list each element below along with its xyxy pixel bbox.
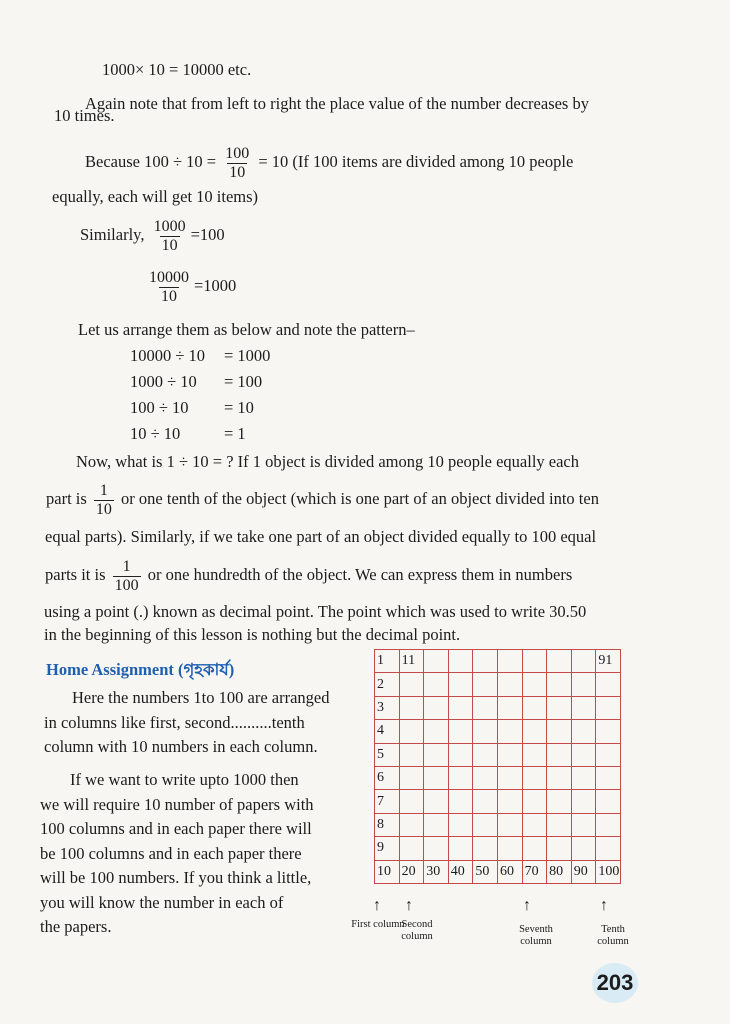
part-line — [46, 477, 599, 521]
grid-cell — [448, 743, 473, 766]
grid-cell: 11 — [399, 650, 424, 673]
pattern-lhs: 10000 ÷ 10 — [130, 346, 206, 365]
grid-row — [375, 673, 621, 696]
grid-cell — [522, 696, 547, 719]
arrow-up-icon: ↑ — [373, 897, 381, 914]
grid-cell — [448, 813, 473, 836]
denominator: 100 — [114, 576, 139, 594]
parts-line — [45, 553, 572, 597]
grid-cell — [448, 696, 473, 719]
grid-cell — [522, 720, 547, 743]
para-line: be 100 columns and in each paper there — [40, 843, 302, 863]
grid-cell — [424, 743, 449, 766]
grid-cell — [448, 720, 473, 743]
grid-cell — [399, 813, 424, 836]
denominator: 10 — [95, 500, 112, 518]
grid-cell — [424, 720, 449, 743]
arrow-up-icon: ↑ — [600, 897, 608, 914]
pattern-rhs: = 1000 — [224, 346, 271, 365]
para-line: in columns like first, second..........tenth — [44, 712, 305, 732]
text: Similarly, — [80, 225, 145, 244]
para-line: Here the numbers 1to 100 are arranged — [72, 688, 330, 707]
grid-cell: 6 — [375, 766, 400, 789]
equation-line — [144, 266, 236, 306]
text-line: equal parts). Similarly, if we take one part of an object divided equally to 100 equal — [45, 527, 597, 546]
para-line: 100 columns and in each paper there will — [40, 819, 312, 838]
grid-cell — [596, 813, 621, 836]
pattern-lhs: 10 ÷ 10 — [130, 424, 181, 443]
grid-cell — [448, 790, 473, 813]
grid-cell — [571, 720, 596, 743]
grid-cell — [522, 766, 547, 789]
grid-row — [375, 860, 621, 883]
grid-cell — [473, 673, 498, 696]
text: parts it is — [45, 565, 106, 584]
fraction — [147, 269, 191, 306]
assignment-paragraph-2 — [40, 768, 352, 940]
para-line: we will require 10 number of papers with — [40, 794, 314, 814]
fraction — [113, 558, 141, 595]
grid-cell — [547, 650, 572, 673]
grid-cell — [522, 790, 547, 813]
grid-row — [375, 766, 621, 789]
pattern-rhs: = 100 — [224, 372, 263, 391]
text-line: using a point (.) known as decimal point. The point which was used to write 30.50 — [44, 602, 587, 621]
text-line: equally, each will get 10 items) — [52, 187, 259, 206]
grid-row — [375, 790, 621, 813]
grid-cell — [571, 790, 596, 813]
para-line: If we want to write upto 1000 then — [70, 770, 299, 789]
grid-cell — [399, 720, 424, 743]
grid-cell — [399, 673, 424, 696]
numerator: 1 — [99, 481, 108, 499]
grid-cell: 90 — [571, 860, 596, 883]
grid-cell — [497, 813, 522, 836]
grid-cell: 30 — [424, 860, 449, 883]
grid-cell — [571, 743, 596, 766]
numerator: 100 — [225, 144, 250, 162]
arrow-up-icon: ↑ — [523, 897, 531, 914]
para-line: you will know the number in each of — [40, 892, 284, 912]
grid-cell — [399, 743, 424, 766]
denominator: 10 — [161, 236, 178, 254]
grid-cell: 9 — [375, 837, 400, 860]
grid-cell: 7 — [375, 790, 400, 813]
grid-cell — [473, 720, 498, 743]
label-second-column: Second column — [401, 919, 433, 942]
grid-cell — [522, 743, 547, 766]
grid-cell — [571, 766, 596, 789]
grid-cell — [547, 673, 572, 696]
grid-cell: 100 — [596, 860, 621, 883]
grid-cell — [547, 813, 572, 836]
para-line: will be 100 numbers. If you think a little, — [40, 868, 312, 887]
grid-row — [375, 743, 621, 766]
fraction — [94, 482, 114, 519]
number-grid — [374, 649, 621, 884]
grid-cell — [399, 696, 424, 719]
grid-cell — [547, 766, 572, 789]
text: or one tenth of the object (which is one part of an object divided into ten — [121, 489, 599, 508]
assignment-paragraph-1 — [44, 686, 354, 760]
grid-cell — [448, 673, 473, 696]
numerator: 10000 — [149, 268, 189, 286]
grid-cell — [424, 790, 449, 813]
grid-cell: 60 — [497, 860, 522, 883]
grid-cell — [497, 673, 522, 696]
grid-cell: 50 — [473, 860, 498, 883]
grid-cell: 3 — [375, 696, 400, 719]
grid-cell — [424, 837, 449, 860]
grid-cell: 20 — [399, 860, 424, 883]
text: = 10 (If 100 items are divided among 10 people — [258, 152, 574, 171]
fraction — [223, 145, 251, 182]
numerator: 1000 — [153, 217, 186, 235]
grid-cell: 8 — [375, 813, 400, 836]
text-line: 10 times. — [54, 106, 115, 125]
pattern-lhs: 100 ÷ 10 — [130, 398, 189, 417]
grid-cell — [547, 790, 572, 813]
pattern-lhs: 1000 ÷ 10 — [130, 372, 197, 391]
grid-row — [375, 696, 621, 719]
grid-cell — [497, 790, 522, 813]
grid-cell — [448, 766, 473, 789]
text-line: Now, what is 1 ÷ 10 = ? If 1 object is divided among 10 people equally each — [76, 452, 580, 471]
grid-cell — [399, 837, 424, 860]
numerator: 1 — [122, 557, 131, 575]
text: =100 — [190, 225, 225, 244]
grid-cell — [547, 696, 572, 719]
arrow-up-icon: ↑ — [405, 897, 413, 914]
grid-cell — [596, 743, 621, 766]
grid-cell — [522, 650, 547, 673]
grid-cell — [596, 696, 621, 719]
grid-cell: 91 — [596, 650, 621, 673]
text-line: 1000× 10 = 10000 etc. — [102, 60, 252, 79]
similarly-line — [80, 215, 225, 255]
grid-cell — [399, 790, 424, 813]
grid-cell — [448, 650, 473, 673]
grid-cell: 1 — [375, 650, 400, 673]
fraction — [152, 218, 188, 255]
grid-cell — [497, 696, 522, 719]
pattern-rhs: = 10 — [224, 398, 254, 417]
text-line: in the beginning of this lesson is nothing but the decimal point. — [44, 625, 461, 644]
text-line: Again note that from left to right the place value of the number decreases by — [85, 94, 589, 113]
denominator: 10 — [161, 287, 177, 305]
grid-cell — [571, 650, 596, 673]
grid-cell — [522, 837, 547, 860]
grid-cell: 40 — [448, 860, 473, 883]
grid-cell — [473, 766, 498, 789]
grid-cell: 70 — [522, 860, 547, 883]
grid-cell — [473, 813, 498, 836]
heading-bengali: (গৃহকার্য) — [178, 660, 235, 679]
grid-cell — [596, 837, 621, 860]
grid-cell — [596, 790, 621, 813]
grid-cell — [424, 650, 449, 673]
grid-cell — [473, 837, 498, 860]
text: or one hundredth of the object. We can express them in numbers — [147, 565, 573, 584]
because-line — [85, 142, 573, 182]
grid-cell: 2 — [375, 673, 400, 696]
grid-row — [375, 720, 621, 743]
grid-cell — [547, 743, 572, 766]
grid-cell — [497, 837, 522, 860]
denominator: 10 — [229, 163, 246, 181]
assignment-heading — [46, 660, 234, 680]
text: part is — [46, 489, 87, 508]
grid-cell — [497, 650, 522, 673]
grid-cell — [547, 837, 572, 860]
grid-cell — [571, 696, 596, 719]
grid-cell — [522, 813, 547, 836]
label-seventh-column: Seventh column — [519, 924, 553, 947]
text: Because 100 ÷ 10 = — [85, 152, 217, 171]
grid-cell — [473, 650, 498, 673]
grid-cell — [424, 766, 449, 789]
para-line: the papers. — [40, 917, 112, 936]
grid-cell: 80 — [547, 860, 572, 883]
grid-row — [375, 813, 621, 836]
grid-cell — [473, 790, 498, 813]
grid-cell — [497, 766, 522, 789]
para-line: column with 10 numbers in each column. — [44, 737, 318, 756]
text: =1000 — [194, 276, 237, 295]
grid-cell — [522, 673, 547, 696]
grid-cell — [473, 743, 498, 766]
grid-cell — [571, 673, 596, 696]
heading-text: Home Assignment — [46, 660, 174, 679]
label-first-column: First column — [351, 919, 405, 930]
grid-cell — [399, 766, 424, 789]
page-number: 203 — [592, 963, 638, 1003]
grid-cell — [571, 813, 596, 836]
text-line: Let us arrange them as below and note the pattern– — [78, 320, 415, 339]
grid-cell: 10 — [375, 860, 400, 883]
grid-cell — [448, 837, 473, 860]
grid-cell — [424, 673, 449, 696]
pattern-rhs: = 1 — [224, 424, 246, 443]
grid-cell — [424, 813, 449, 836]
grid-cell: 5 — [375, 743, 400, 766]
grid-cell — [473, 696, 498, 719]
label-tenth-column: Tenth column — [597, 924, 629, 947]
grid-cell — [596, 766, 621, 789]
grid-cell: 4 — [375, 720, 400, 743]
grid-row — [375, 650, 621, 673]
grid-cell — [596, 720, 621, 743]
grid-row — [375, 837, 621, 860]
grid-cell — [547, 720, 572, 743]
grid-cell — [596, 673, 621, 696]
grid-cell — [571, 837, 596, 860]
grid-cell — [424, 696, 449, 719]
grid-cell — [497, 743, 522, 766]
grid-cell — [497, 720, 522, 743]
